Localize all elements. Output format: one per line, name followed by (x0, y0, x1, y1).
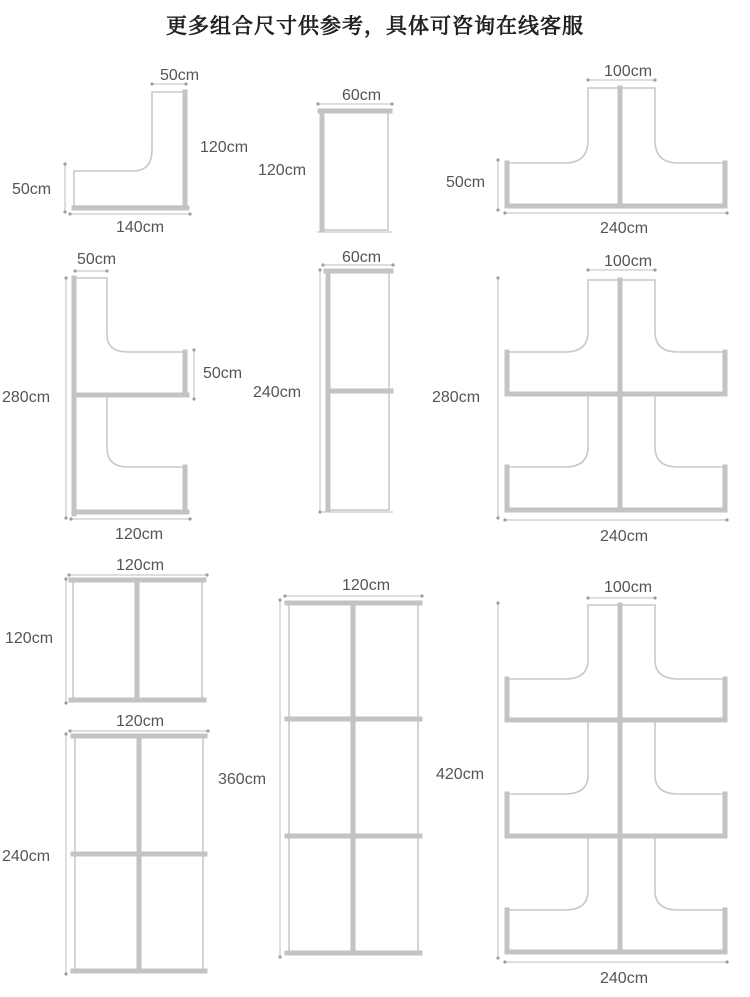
shelf-outline (507, 280, 725, 394)
dim-label-side: 240cm (253, 384, 302, 401)
dim-label-right: 50cm (203, 365, 243, 382)
dim-dot (496, 956, 499, 959)
dim-dot (68, 729, 71, 732)
dim-dot (69, 517, 72, 520)
dim-dot (496, 601, 499, 604)
dim-dot (64, 732, 67, 735)
page-title: 更多组合尺寸供参考，具体可咨询在线客服 (166, 14, 584, 38)
shelf-outline (507, 720, 725, 836)
dim-dot (64, 276, 67, 279)
shelf-outline (507, 88, 725, 206)
shelf-outline (507, 605, 725, 720)
dim-label-top: 60cm (342, 249, 382, 266)
diagram-l-shape-double (2, 251, 242, 543)
diagram-t-shape-triple (436, 579, 729, 987)
diagram-t-shape-small (446, 63, 729, 237)
dim-dot (318, 268, 321, 271)
dim-dot (278, 955, 281, 958)
diagram-grid-3x2 (218, 577, 424, 959)
dim-dot (503, 518, 506, 521)
dim-label-side: 360cm (218, 771, 267, 788)
dim-dot (192, 397, 195, 400)
dim-dot (105, 269, 108, 272)
dim-label-top: 100cm (604, 63, 653, 80)
diagram-grid-2x2 (2, 713, 210, 976)
dim-label-top: 120cm (116, 557, 165, 574)
dim-dot (653, 268, 656, 271)
dim-dot (420, 594, 423, 597)
dim-dot (188, 517, 191, 520)
dim-dot (653, 78, 656, 81)
dim-label-side: 280cm (432, 389, 481, 406)
dim-label-bottom: 120cm (115, 526, 164, 543)
dim-label-top: 120cm (342, 577, 391, 594)
dim-dot (390, 102, 393, 105)
dim-label-side: 280cm (2, 389, 51, 406)
dim-dot (321, 263, 324, 266)
diagram-single-double (253, 249, 395, 514)
dim-dot (586, 268, 589, 271)
dim-label-side: 420cm (436, 766, 485, 783)
dim-dot (653, 596, 656, 599)
dim-label-side: 50cm (446, 174, 486, 191)
dim-dot (318, 510, 321, 513)
dim-dot (206, 729, 209, 732)
dim-dot (63, 162, 66, 165)
dim-dot (67, 573, 70, 576)
diagram-l-shape-small (12, 67, 248, 236)
dim-dot (391, 263, 394, 266)
dim-dot (73, 269, 76, 272)
dim-dot (503, 211, 506, 214)
dim-dot (64, 701, 67, 704)
dim-dot (725, 960, 728, 963)
dim-label-top: 50cm (160, 67, 200, 84)
dim-label-side: 120cm (5, 630, 54, 647)
dim-dot (496, 158, 499, 161)
dim-label-left: 50cm (12, 181, 52, 198)
dim-dot (68, 212, 71, 215)
diagram-square-small (5, 557, 209, 705)
dim-dot (725, 211, 728, 214)
dim-dot (63, 210, 66, 213)
dim-label-bottom: 240cm (600, 528, 649, 545)
dim-label-bottom: 240cm (600, 970, 649, 987)
dim-label-top: 100cm (604, 253, 653, 270)
dim-dot (496, 208, 499, 211)
shelf-outline (322, 111, 388, 230)
dim-label-side: 120cm (258, 162, 307, 179)
dim-dot (205, 573, 208, 576)
shelf-outline (507, 836, 725, 952)
dim-dot (278, 598, 281, 601)
dim-dot (496, 276, 499, 279)
dim-dot (586, 596, 589, 599)
diagram-single-small (258, 87, 394, 232)
dim-dot (150, 82, 153, 85)
dim-label-top: 120cm (116, 713, 165, 730)
dim-dot (503, 960, 506, 963)
dim-dot (188, 212, 191, 215)
dim-label-side: 240cm (2, 848, 51, 865)
dim-label-bottom: 140cm (116, 219, 165, 236)
dim-label-top: 50cm (77, 251, 117, 268)
dim-dot (64, 972, 67, 975)
dim-dot (586, 78, 589, 81)
dim-label-side: 120cm (200, 139, 249, 156)
dim-dot (316, 102, 319, 105)
diagram-t-shape-double (432, 253, 729, 545)
dim-dot (496, 516, 499, 519)
dim-label-top: 60cm (342, 87, 382, 104)
dim-dot (725, 518, 728, 521)
dim-dot (192, 348, 195, 351)
shelf-outline (74, 92, 185, 206)
dim-dot (283, 594, 286, 597)
dim-label-bottom: 240cm (600, 220, 649, 237)
dim-dot (64, 516, 67, 519)
dim-dot (64, 577, 67, 580)
shelf-outline (507, 394, 725, 510)
dim-label-top: 100cm (604, 579, 653, 596)
